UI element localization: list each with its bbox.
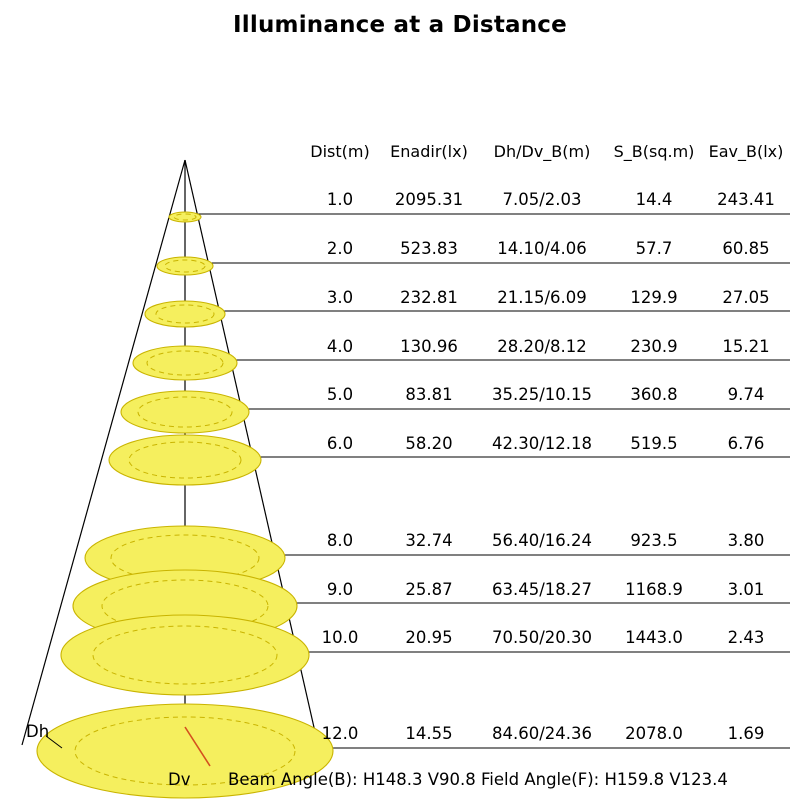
table-row	[300, 288, 790, 310]
cell-eavb: 243.41	[717, 190, 775, 209]
cell-eavb: 3.80	[727, 531, 765, 550]
cell-sb: 519.5	[630, 434, 678, 453]
table-row	[300, 628, 790, 650]
column-header-sb: S_B(sq.m)	[613, 142, 695, 161]
table-row	[300, 385, 790, 407]
cell-enadir: 232.81	[400, 288, 458, 307]
cell-eavb: 27.05	[722, 288, 770, 307]
table-row	[300, 190, 790, 212]
table-row	[300, 434, 790, 456]
cell-dhdv: 35.25/10.15	[491, 385, 593, 404]
cell-dist: 10.0	[321, 628, 359, 647]
dv-annotation-label: Dv	[168, 770, 191, 789]
cell-enadir: 130.96	[400, 337, 458, 356]
cell-dhdv: 63.45/18.27	[491, 580, 593, 599]
beam-field-angle-label: Beam Angle(B): H148.3 V90.8 Field Angle(F): H159.8 V123.4	[228, 770, 728, 789]
table-row	[300, 580, 790, 602]
cell-sb: 360.8	[630, 385, 678, 404]
cell-dist: 9.0	[326, 580, 354, 599]
cell-enadir: 32.74	[405, 531, 453, 550]
table-row	[300, 239, 790, 261]
cell-enadir: 523.83	[400, 239, 458, 258]
cell-dist: 2.0	[326, 239, 354, 258]
cell-dist: 4.0	[326, 337, 354, 356]
cell-eavb: 2.43	[727, 628, 765, 647]
cell-sb: 2078.0	[625, 724, 683, 743]
cell-dhdv: 84.60/24.36	[491, 724, 593, 743]
column-header-enadir: Enadir(lx)	[390, 142, 468, 161]
cell-dhdv: 21.15/6.09	[497, 288, 587, 307]
cell-eavb: 6.76	[727, 434, 765, 453]
cell-eavb: 60.85	[722, 239, 770, 258]
cell-enadir: 14.55	[405, 724, 453, 743]
cell-dist: 5.0	[326, 385, 354, 404]
cell-sb: 1443.0	[625, 628, 683, 647]
dh-annotation-label: Dh	[26, 722, 50, 741]
cell-dist: 6.0	[326, 434, 354, 453]
cell-dhdv: 7.05/2.03	[502, 190, 582, 209]
column-header-dhdv: Dh/Dv_B(m)	[493, 142, 591, 161]
cell-enadir: 25.87	[405, 580, 453, 599]
cell-dist: 3.0	[326, 288, 354, 307]
cell-dhdv: 42.30/12.18	[491, 434, 593, 453]
table-header-row	[300, 142, 790, 164]
page-title: Illuminance at a Distance	[233, 12, 567, 38]
cell-sb: 230.9	[630, 337, 678, 356]
cell-dhdv: 70.50/20.30	[491, 628, 593, 647]
cell-sb: 923.5	[630, 531, 678, 550]
cell-enadir: 20.95	[405, 628, 453, 647]
cell-sb: 1168.9	[625, 580, 683, 599]
cell-sb: 129.9	[630, 288, 678, 307]
cell-enadir: 58.20	[405, 434, 453, 453]
cell-enadir: 83.81	[405, 385, 453, 404]
cell-dist: 8.0	[326, 531, 354, 550]
cell-dist: 1.0	[326, 190, 354, 209]
cell-sb: 14.4	[635, 190, 673, 209]
cell-dist: 12.0	[321, 724, 359, 743]
cell-eavb: 9.74	[727, 385, 765, 404]
column-header-dist: Dist(m)	[310, 142, 370, 161]
table-row	[300, 724, 790, 746]
cell-sb: 57.7	[635, 239, 673, 258]
cell-dhdv: 28.20/8.12	[497, 337, 587, 356]
cell-eavb: 1.69	[727, 724, 765, 743]
cell-eavb: 15.21	[722, 337, 770, 356]
column-header-eavb: Eav_B(lx)	[708, 142, 784, 161]
cell-enadir: 2095.31	[394, 190, 464, 209]
cell-dhdv: 56.40/16.24	[491, 531, 593, 550]
table-row	[300, 337, 790, 359]
cell-dhdv: 14.10/4.06	[497, 239, 587, 258]
cell-eavb: 3.01	[727, 580, 765, 599]
table-row	[300, 531, 790, 553]
